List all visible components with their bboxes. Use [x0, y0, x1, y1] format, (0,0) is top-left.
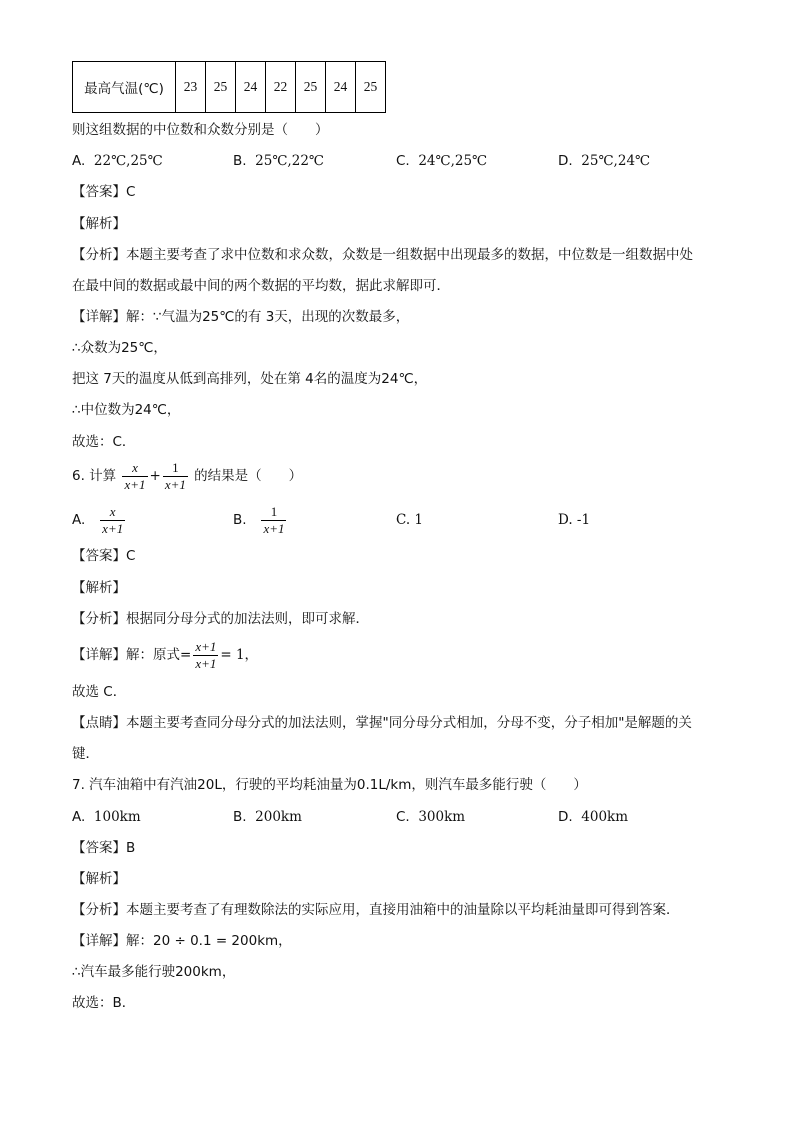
option-letter: D. — [558, 809, 573, 825]
q5-option-a — [72, 152, 163, 170]
fraction-numerator: 1 — [270, 503, 278, 519]
q7-jiexi-heading: 【解析】 — [72, 871, 126, 887]
fraction-denominator: x+1 — [164, 476, 186, 492]
option-letter: C. — [396, 153, 410, 169]
option-text: 22℃,25℃ — [93, 153, 163, 169]
q6-option-a — [72, 502, 127, 538]
table-cell: 25 — [206, 62, 236, 113]
table-cell: 25 — [296, 62, 326, 113]
q7-option-a — [72, 808, 141, 826]
q6-answer: 【答案】C — [72, 548, 136, 564]
q5-analysis-line2: 在最中间的数据或最中间的两个数据的平均数，据此求解即可． — [72, 278, 450, 294]
fraction-numerator: x — [109, 503, 116, 519]
q6-stem — [72, 458, 302, 494]
table-row — [73, 62, 386, 113]
q6-choose: 故选 C． — [72, 684, 127, 700]
option-text: 25℃,22℃ — [255, 153, 325, 169]
option-letter: C. — [396, 809, 410, 825]
q6-option-c: C. 1 — [396, 512, 424, 528]
q7-step-result: ∴汽车最多能行驶200km， — [72, 964, 236, 980]
q6-remark-line2: 键． — [72, 746, 99, 762]
q7-choose: 故选：B． — [72, 995, 136, 1011]
option-letter: A. — [72, 512, 86, 528]
option-text: 200km — [255, 809, 302, 825]
fraction — [163, 460, 188, 493]
q5-option-c — [396, 152, 487, 170]
option-letter: B. — [233, 153, 247, 169]
q6-option-d: D. -1 — [558, 512, 591, 528]
q6-remark-line1: 【点睛】本题主要考查同分母分式的加法法则，掌握"同分母分式相加，分母不变，分子相加"是解题的关 — [72, 715, 692, 731]
q5-option-d — [558, 152, 650, 170]
q6-prefix: 6. 计算 — [72, 468, 117, 484]
option-letter: A. — [72, 809, 86, 825]
option-text: 300km — [418, 809, 466, 825]
q5-analysis-line1: 【分析】本题主要考查了求中位数和求众数，众数是一组数据中出现最多的数据，中位数是一组数据中处 — [72, 247, 693, 263]
fraction-numerator: x+1 — [195, 638, 217, 654]
q7-stem: 7. 汽车油箱中有汽油20L，行驶的平均耗油量为0.1L/km，则汽车最多能行驶（ ） — [72, 777, 587, 793]
option-letter: B. — [233, 512, 247, 528]
q5-step-mode: ∴众数为25℃， — [72, 340, 167, 356]
fraction-denominator: x+1 — [195, 655, 217, 671]
q6-detail-prefix: 【详解】解：原式= — [72, 647, 192, 663]
q6-detail-suffix: = 1， — [220, 647, 259, 663]
option-text: 24℃,25℃ — [418, 153, 488, 169]
q5-jiexi-heading: 【解析】 — [72, 216, 126, 232]
table-cell: 22 — [266, 62, 296, 113]
q5-choose: 故选：C． — [72, 434, 136, 450]
fraction-numerator: 1 — [172, 459, 179, 475]
q5-stem: 则这组数据的中位数和众数分别是（ ） — [72, 122, 329, 138]
fraction — [261, 504, 286, 537]
q6-jiexi-heading: 【解析】 — [72, 580, 126, 596]
fraction — [193, 639, 218, 672]
fraction-denominator: x+1 — [124, 476, 146, 492]
q5-option-b — [233, 152, 324, 170]
q5-detail: 【详解】解：∵气温为25℃的有 3天，出现的次数最多， — [72, 309, 410, 325]
fraction-numerator: x — [132, 459, 138, 475]
option-text: 25℃,24℃ — [581, 153, 651, 169]
fraction — [100, 504, 125, 537]
q5-answer: 【答案】C — [72, 184, 136, 200]
option-text: 400km — [581, 809, 629, 825]
table-cell: 23 — [176, 62, 206, 113]
q6-detail — [72, 637, 258, 673]
q7-option-d — [558, 808, 628, 826]
fraction-denominator: x+1 — [102, 520, 124, 536]
option-letter: A. — [72, 153, 86, 169]
plus-sign: + — [149, 468, 161, 484]
q7-option-c — [396, 808, 465, 826]
table-header-cell: 最高气温(℃) — [73, 62, 176, 113]
fraction — [122, 460, 147, 493]
fraction-denominator: x+1 — [263, 520, 285, 536]
temperature-table — [72, 61, 386, 113]
q5-step-median: ∴中位数为24℃， — [72, 402, 181, 418]
option-letter: D. — [558, 153, 573, 169]
q7-answer: 【答案】B — [72, 840, 136, 856]
option-text: 100km — [93, 809, 141, 825]
q6-option-b — [233, 502, 288, 538]
q7-analysis: 【分析】本题主要考查了有理数除法的实际应用，直接用油箱中的油量除以平均耗油量即可得到答案． — [72, 902, 680, 918]
table-cell: 25 — [356, 62, 386, 113]
table-cell: 24 — [326, 62, 356, 113]
table-cell: 24 — [236, 62, 266, 113]
option-letter: B. — [233, 809, 247, 825]
q7-detail: 【详解】解：20 ÷ 0.1 = 200km， — [72, 933, 292, 949]
q6-suffix: 的结果是（ ） — [194, 468, 303, 484]
q7-option-b — [233, 808, 302, 826]
q6-analysis: 【分析】根据同分母分式的加法法则，即可求解． — [72, 611, 369, 627]
q5-step-sort: 把这 7天的温度从低到高排列，处在第 4名的温度为24℃， — [72, 371, 428, 387]
